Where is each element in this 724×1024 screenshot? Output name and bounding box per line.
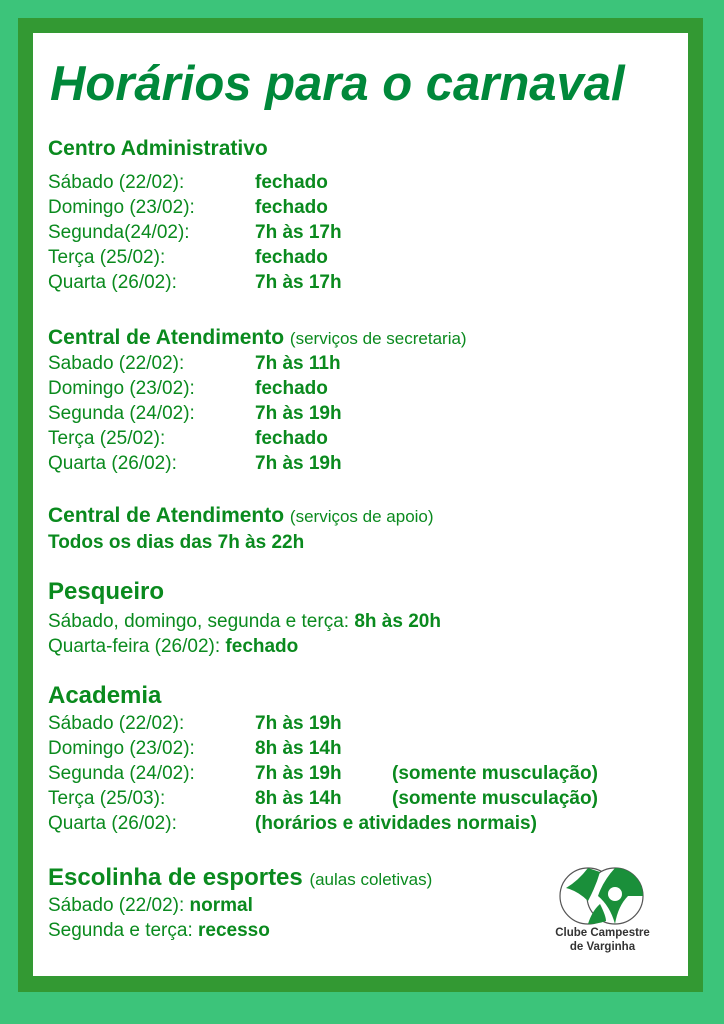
page-title: Horários para o carnaval [50, 57, 625, 111]
line-value: 8h às 20h [354, 611, 441, 632]
heading-note: (serviços de apoio) [289, 507, 434, 526]
row-hours: 7h às 19h [255, 763, 342, 784]
row-day: Segunda(24/02): [48, 222, 190, 243]
heading-note: (serviços de secretaria) [289, 329, 467, 348]
line-label: Segunda e terça: [48, 920, 193, 941]
row-hours: 7h às 19h [255, 403, 342, 424]
row-day: Domingo (23/02): [48, 378, 195, 399]
heading-note: (aulas coletivas) [309, 870, 433, 889]
row-hours: fechado [255, 172, 328, 193]
row-day: Segunda (24/02): [48, 763, 195, 784]
heading-text: Escolinha de esportes [48, 864, 303, 891]
heading-text: Academia [48, 682, 162, 709]
line-value: normal [189, 895, 253, 916]
section-heading [48, 503, 434, 529]
heading-text: Central de Atendimento [48, 326, 285, 349]
line-label: Sábado, domingo, segunda e terça: [48, 611, 350, 632]
row-day: Domingo (23/02): [48, 738, 195, 759]
section-heading [48, 579, 164, 604]
line-all-days: Todos os dias das 7h às 22h [48, 532, 305, 553]
logo-text-line2: de Varginha [569, 941, 636, 953]
row-day: Sabado (22/02): [48, 353, 185, 374]
row-hours: 8h às 14h [255, 738, 342, 759]
row-day: Sábado (22/02): [48, 172, 185, 193]
row-note: (somente musculação) [392, 763, 598, 784]
row-hours: 8h às 14h [255, 788, 342, 809]
row-day: Terça (25/03): [48, 788, 166, 809]
logo-text-line1: Clube Campestre [555, 927, 650, 939]
section-heading [48, 683, 161, 708]
row-hours: 7h às 17h [255, 222, 342, 243]
schedule-line [48, 918, 270, 943]
row-day: Domingo (23/02): [48, 197, 195, 218]
line-label: Quarta-feira (26/02): [48, 636, 221, 657]
heading-text: Pesqueiro [48, 578, 165, 605]
row-day: Terça (25/02): [48, 247, 166, 268]
row-hours: (horários e atividades normais) [255, 813, 537, 834]
row-hours: 7h às 11h [255, 353, 341, 374]
row-day: Sábado (22/02): [48, 713, 185, 734]
row-hours: 7h às 19h [255, 713, 342, 734]
schedule-line [48, 893, 253, 918]
row-hours: 7h às 17h [255, 272, 342, 293]
schedule-line [48, 609, 441, 634]
row-hours: fechado [255, 247, 328, 268]
row-hours: 7h às 19h [255, 453, 342, 474]
row-day: Quarta (26/02): [48, 453, 177, 474]
section-heading [48, 136, 268, 161]
section-heading [48, 325, 467, 351]
row-day: Quarta (26/02): [48, 272, 177, 293]
row-hours: fechado [255, 378, 328, 399]
heading-text: Central de Atendimento [48, 504, 285, 527]
line-value: fechado [225, 636, 299, 657]
heading-text: Centro Administrativo [48, 137, 268, 160]
section-heading [48, 865, 432, 892]
row-hours: fechado [255, 428, 328, 449]
line-value: recesso [198, 920, 270, 941]
row-note: (somente musculação) [392, 788, 598, 809]
row-day: Segunda (24/02): [48, 403, 195, 424]
row-day: Quarta (26/02): [48, 813, 177, 834]
row-day: Terça (25/02): [48, 428, 166, 449]
row-hours: fechado [255, 197, 328, 218]
line-label: Sábado (22/02): [48, 895, 185, 916]
schedule-line [48, 634, 298, 659]
